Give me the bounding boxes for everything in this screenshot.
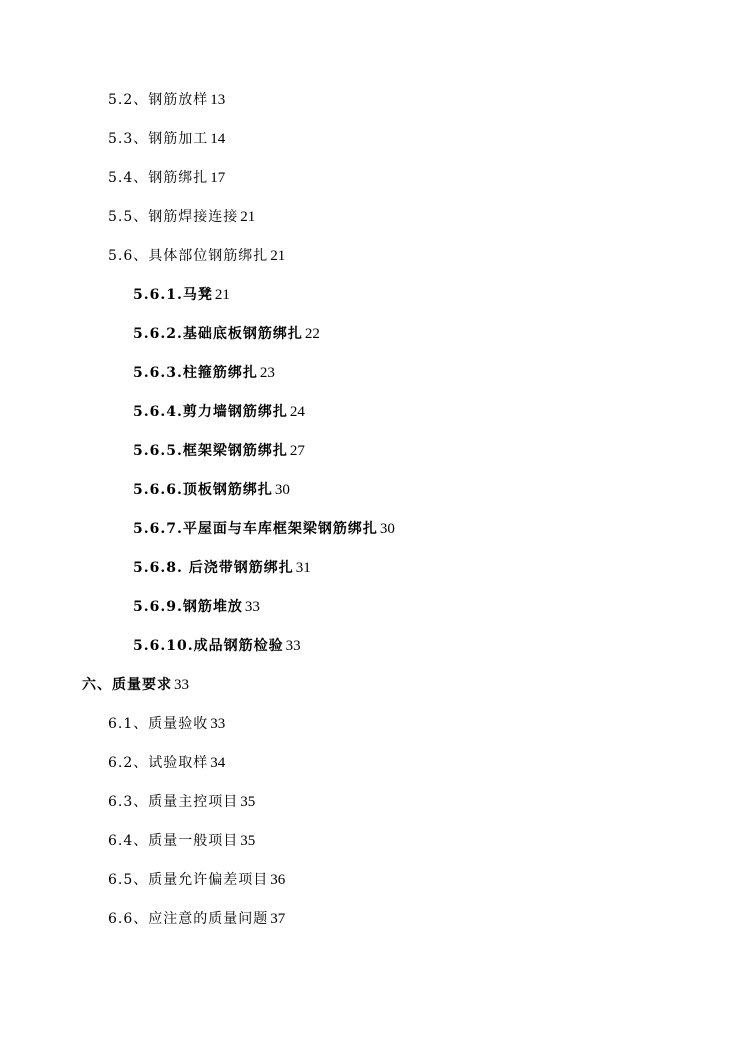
toc-entry-page: 37 [270, 911, 286, 927]
toc-entry-5-6-4[interactable] [133, 402, 305, 422]
toc-entry-title: 5.6.5.框架梁钢筋绑扎 [133, 443, 288, 459]
toc-entry-page: 14 [210, 131, 226, 147]
toc-entry-5-6-9[interactable] [133, 597, 260, 617]
toc-entry-title: 5.6.3.柱箍筋绑扎 [133, 365, 258, 381]
toc-entry-page: 33 [210, 716, 226, 732]
toc-entry-page: 36 [270, 872, 286, 888]
toc-entry-5-6-3[interactable] [133, 363, 275, 383]
toc-entry-page: 33 [174, 677, 189, 693]
toc-entry-6-2[interactable] [108, 753, 225, 773]
toc-entry-page: 27 [289, 443, 305, 459]
toc-entry-title: 6.5、质量允许偏差项目 [108, 872, 269, 888]
toc-entry-title: 5.2、钢筋放样 [108, 92, 209, 108]
toc-entry-title: 6.4、质量一般项目 [108, 833, 239, 849]
toc-entry-page: 35 [240, 833, 256, 849]
toc-entry-title: 5.5、钢筋焊接连接 [108, 209, 239, 225]
toc-entry-page: 23 [259, 365, 275, 381]
toc-entry-5-6-5[interactable] [133, 441, 305, 461]
toc-entry-5-6-1[interactable] [133, 285, 230, 305]
toc-entry-5-6-7[interactable] [133, 519, 395, 539]
toc-entry-page: 17 [210, 170, 226, 186]
toc-entry-page: 22 [304, 326, 320, 342]
toc-entry-page: 30 [379, 521, 395, 537]
toc-entry-page: 33 [285, 638, 301, 654]
toc-entry-title: 6.6、应注意的质量问题 [108, 911, 269, 927]
toc-entry-page: 13 [210, 92, 226, 108]
toc-entry-page: 21 [214, 287, 230, 303]
toc-entry-title: 5.6.2.基础底板钢筋绑扎 [133, 326, 303, 342]
toc-entry-title: 5.6.6.顶板钢筋绑扎 [133, 482, 273, 498]
toc-entry-5-2[interactable] [108, 90, 225, 110]
toc-entry-5-3[interactable] [108, 129, 225, 149]
toc-entry-title: 5.4、钢筋绑扎 [108, 170, 209, 186]
toc-entry-title: 六、质量要求 [82, 677, 172, 693]
toc-entry-title: 5.6.7.平屋面与车库框架梁钢筋绑扎 [133, 521, 378, 537]
toc-entry-5-6[interactable] [108, 246, 285, 266]
toc-entry-5-4[interactable] [108, 168, 225, 188]
toc-entry-6-1[interactable] [108, 714, 225, 734]
toc-entry-title: 5.6.9.钢筋堆放 [133, 599, 243, 615]
toc-entry-6-3[interactable] [108, 792, 255, 812]
toc-entry-page: 24 [289, 404, 305, 420]
toc-entry-5-6-8[interactable] [133, 558, 311, 578]
toc-entry-title: 5.3、钢筋加工 [108, 131, 209, 147]
toc-entry-page: 21 [270, 248, 286, 264]
toc-entry-6-4[interactable] [108, 831, 255, 851]
toc-entry-title: 5.6.8. 后浇带钢筋绑扎 [133, 560, 294, 576]
toc-entry-6-5[interactable] [108, 870, 285, 890]
toc-entry-title: 5.6.10.成品钢筋检验 [133, 638, 284, 654]
toc-entry-title: 6.1、质量验收 [108, 716, 209, 732]
toc-entry-5-5[interactable] [108, 207, 255, 227]
toc-entry-title: 5.6.1.马凳 [133, 287, 213, 303]
toc-entry-title: 6.2、试验取样 [108, 755, 209, 771]
toc-entry-page: 34 [210, 755, 226, 771]
toc-entry-title: 5.6、具体部位钢筋绑扎 [108, 248, 269, 264]
toc-entry-page: 33 [244, 599, 260, 615]
toc-entry-title: 6.3、质量主控项目 [108, 794, 239, 810]
toc-entry-5-6-2[interactable] [133, 324, 320, 344]
toc-entry-6-6[interactable] [108, 909, 285, 929]
toc-entry-chapter-6[interactable] [82, 675, 189, 695]
toc-entry-5-6-6[interactable] [133, 480, 290, 500]
toc-entry-page: 35 [240, 794, 256, 810]
toc-entry-page: 31 [295, 560, 311, 576]
toc-entry-5-6-10[interactable] [133, 636, 301, 656]
toc-entry-page: 21 [240, 209, 256, 225]
toc-entry-title: 5.6.4.剪力墙钢筋绑扎 [133, 404, 288, 420]
toc-entry-page: 30 [274, 482, 290, 498]
